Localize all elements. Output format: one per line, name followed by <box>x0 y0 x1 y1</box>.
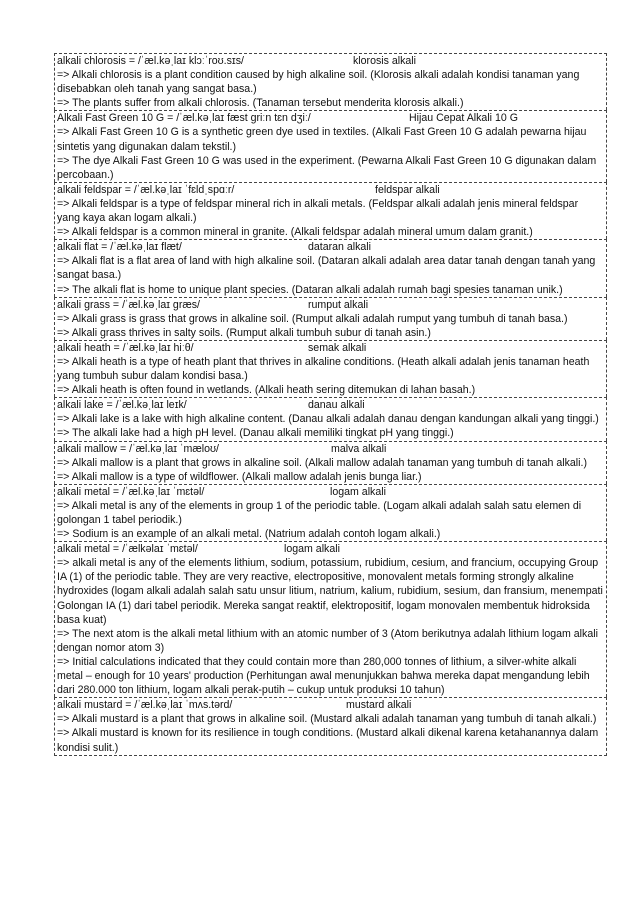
example-line: => Alkali lake is a lake with high alkaline content. (Danau alkali adalah danau dengan kandungan alkali yang tinggi.) <box>57 413 599 426</box>
translation: Hijau Cepat Alkali 10 G <box>409 112 518 125</box>
entry-head <box>57 442 604 456</box>
entry-head <box>57 485 604 499</box>
entry-head <box>57 240 604 254</box>
headword: alkali flat = /ˈæl.kəˌlaɪ flæt/ <box>57 241 182 254</box>
headword: alkali heath = /ˈæl.kəˌlaɪ hiːθ/ <box>57 341 194 354</box>
entry-head <box>57 542 604 556</box>
translation: rumput alkali <box>308 298 369 311</box>
entry-head <box>57 298 604 312</box>
example-line: => The plants suffer from alkali chlorosis. (Tanaman tersebut menderita klorosis alkali.) <box>57 97 464 110</box>
entry-head <box>57 111 604 125</box>
headword: alkali metal = /ˈælkəlaɪ ˈmɛtəl/ <box>57 543 198 556</box>
headword: alkali chlorosis = /ˈæl.kəˌlaɪ klɔːˈroʊ.sɪs/ <box>57 55 244 67</box>
example-line: => Alkali grass thrives in salty soils. (Rumput alkali tumbuh subur di tanah asin.) <box>57 326 431 339</box>
translation: logam alkali <box>284 543 340 556</box>
entry-head <box>57 398 604 412</box>
entry-head <box>57 698 604 712</box>
example-line: => Alkali metal is any of the elements in group 1 of the periodic table. (Logam alkali adalah salah satu elemen di golongan 1 tabel periodik.) <box>57 499 582 526</box>
headword: alkali feldspar = /ˈæl.kəˌlaɪ ˈfɛldˌspɑːr/ <box>57 183 235 196</box>
example-line: => Alkali Fast Green 10 G is a synthetic green dye used in textiles. (Alkali Fast Green 10 G adalah pewarna hijau sintetis yang digunakan dalam tekstil.) <box>57 126 587 153</box>
example-line: => Alkali mallow is a plant that grows in alkaline soil. (Alkali mallow adalah tanaman yang tumbuh di tanah alkali.) <box>57 456 587 469</box>
example-line: => Alkali feldspar is a type of feldspar mineral rich in alkali metals. (Feldspar alkali adalah jenis mineral feldspar yang kaya akan logam alkali.) <box>57 197 579 225</box>
translation: danau alkali <box>308 399 365 412</box>
example-line: => alkali metal is any of the elements lithium, sodium, potassium, rubidium, cesium, and francium, occupying Group IA (1) of the periodic table. They are very reactive, electropositive, monovalent metals forming strongly alkaline hydroxides (logam alkali adalah salah satu unsur litium, natrium, kalium, rubidium, sesium, dan fransium, menempati Golongan IA (1) dari tabel periodik. Mereka sangat reaktif, elektropositif, logam monovalen membentuk hidroksida basa kuat) <box>57 557 603 626</box>
example-line: => Alkali flat is a flat area of land with high alkaline soil. (Dataran alkali adalah area datar tanah dengan tanah yang sangat basa.) <box>57 255 596 282</box>
entry-alkali-mustard <box>54 697 607 755</box>
example-line: => Alkali mallow is a type of wildflower. (Alkali mallow adalah jenis bunga liar.) <box>57 470 422 483</box>
entry-alkali-lake <box>54 397 607 440</box>
headword: alkali grass = /ˈæl.kəˌlaɪ græs/ <box>57 298 201 311</box>
translation: klorosis alkali <box>353 55 416 67</box>
entry-head <box>57 341 604 355</box>
example-line: => The alkali flat is home to unique plant species. (Dataran alkali adalah rumah bagi spesies tanaman unik.) <box>57 283 563 296</box>
entry-alkali-grass <box>54 297 607 340</box>
example-line: => Initial calculations indicated that they could contain more than 280,000 tonnes of lithium, a silver-white alkali metal – enough for 10 years' production (Perhitungan awal menunjukkan bahwa mereka dapat mengandung lebih dari 280.000 ton lithium, logam alkali perak-putih – cukup untuk produksi 10 tahun) <box>57 655 590 697</box>
entry-head <box>57 54 604 68</box>
headword: alkali mallow = /ˈæl.kəˌlaɪ ˈmæloʊ/ <box>57 442 219 455</box>
headword: alkali mustard = /ˈæl.kəˌlaɪ ˈmʌs.tərd/ <box>57 699 233 712</box>
entry-alkali-heath <box>54 340 607 397</box>
entry-head <box>57 183 604 197</box>
translation: logam alkali <box>330 485 386 498</box>
headword: alkali lake = /ˈæl.kəˌlaɪ leɪk/ <box>57 399 187 412</box>
translation: malva alkali <box>331 442 387 455</box>
example-line: => Sodium is an example of an alkali metal. (Natrium adalah contoh logam alkali.) <box>57 528 441 541</box>
entry-alkali-flat <box>54 239 607 296</box>
example-line: => Alkali heath is often found in wetlands. (Alkali heath sering ditemukan di lahan basah.) <box>57 384 476 397</box>
translation: dataran alkali <box>308 241 372 254</box>
translation: mustard alkali <box>346 699 412 712</box>
example-line: => The next atom is the alkali metal lithium with an atomic number of 3 (Atom berikutnya adalah lithium logam alkali dengan nomor atom 3) <box>57 627 598 654</box>
example-line: => Alkali chlorosis is a plant condition caused by high alkaline soil. (Klorosis alkali adalah kondisi tanaman yang disebabkan oleh tanah yang sangat basa.) <box>57 69 580 96</box>
dictionary-page <box>54 53 607 756</box>
entry-alkali-chlorosis <box>54 53 607 110</box>
example-line: => The dye Alkali Fast Green 10 G was used in the experiment. (Pewarna Alkali Fast Green 10 G digunakan dalam percobaan.) <box>57 154 597 181</box>
entry-alkali-feldspar <box>54 182 607 239</box>
entry-alkali-metal <box>54 484 607 541</box>
entry-alkali-fast-green <box>54 110 607 181</box>
example-line: => Alkali feldspar is a common mineral in granite. (Alkali feldspar adalah mineral umum dalam granit.) <box>57 226 533 239</box>
headword: Alkali Fast Green 10 G = /ˈæl.kəˌlaɪ fæst griːn tɛn dʒiː/ <box>57 112 311 125</box>
translation: semak alkali <box>308 341 367 354</box>
headword: alkali metal = /ˈæl.kəˌlaɪ ˈmɛtəl/ <box>57 485 205 498</box>
example-line: => Alkali mustard is a plant that grows in alkaline soil. (Mustard alkali adalah tanaman yang tumbuh di tanah alkali.) <box>57 713 597 726</box>
example-line: => Alkali grass is grass that grows in alkaline soil. (Rumput alkali adalah rumput yang tumbuh di tanah basa.) <box>57 312 568 325</box>
example-line: => Alkali heath is a type of heath plant that thrives in alkaline conditions. (Heath alkali adalah jenis tanaman heath yang tumbuh subur dalam kondisi basa.) <box>57 355 590 383</box>
entry-alkali-metal-extended <box>54 541 607 697</box>
example-line: => Alkali mustard is known for its resilience in tough conditions. (Mustard alkali dikenal karena ketahanannya dalam kondisi sulit.) <box>57 727 599 754</box>
example-line: => The alkali lake had a high pH level. (Danau alkali memiliki tingkat pH yang tinggi.) <box>57 427 454 440</box>
translation: feldspar alkali <box>375 183 440 196</box>
entry-alkali-mallow <box>54 441 607 484</box>
